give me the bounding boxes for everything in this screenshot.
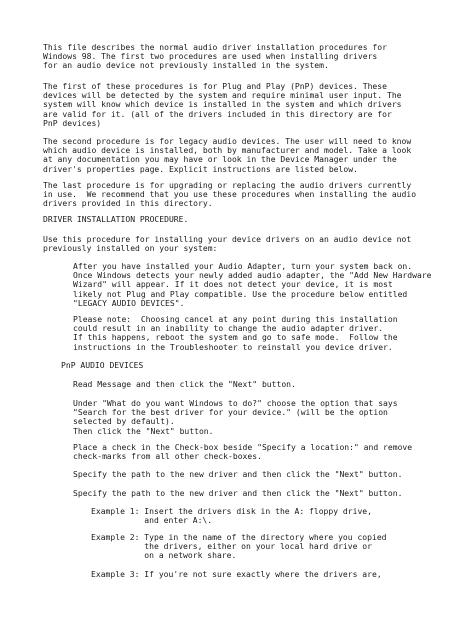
legacy-paragraph: The second procedure is for legacy audio devices. The user will need to know which audio device is installed, both by manufacturer and model. Take a look at any documentation you may have or look in the Device Manager under the driver's properties page. Explicit instructions are listed below. (43, 137, 412, 174)
after-install-paragraph: After you have installed your Audio Adapter, turn your system back on. Once Windows detects your newly added audio adapter, the "Add New Hardware Wizard" will appear. If it does not detect your device, it is most likely not Plug and Play compatible. Use the procedure below entitled "LEGACY AUDIO DEVICES". (73, 262, 432, 308)
example-3: Example 3: If you're not sure exactly where the drivers are, (91, 570, 382, 579)
intro-paragraph: This file describes the normal audio driver installation procedures for Windows 98. The first two procedures are used when installing drivers for an audio device not previously installed in the system. (43, 43, 387, 71)
please-note-paragraph: Please note: Choosing cancel at any point during this installation could result in an inability to change the audio adapter driver. If this happens, reboot the system and go to safe mode. Follow the instructions in the Troubleshooter to reinstall you device driver. (73, 315, 398, 352)
example-2: Example 2: Type in the name of the directory where you copied the drivers, either on your local hard drive or on a network share. (91, 533, 387, 561)
step-specify-path-1: Specify the path to the new driver and then click the "Next" button. (73, 470, 403, 479)
example-1: Example 1: Insert the drivers disk in the A: floppy drive, and enter A:\. (91, 507, 372, 526)
last-procedure-paragraph: The last procedure is for upgrading or replacing the audio drivers currently in use. We recommend that you use these procedures when installing the audio drivers provided in this directory. (43, 181, 417, 209)
step-check-box: Place a check in the Check-box beside "Specify a location:" and remove check-marks from all other check-boxes. (73, 443, 413, 462)
step-read-message: Read Message and then click the "Next" button. (73, 380, 296, 389)
step-search-option: Under "What do you want Windows to do?" choose the option that says "Search for the best driver for your device." (will be the option selected by default). Then click the "Next" button. (73, 399, 398, 436)
pnp-subheading: PnP AUDIO DEVICES (61, 361, 144, 370)
use-procedure-paragraph: Use this procedure for installing your device drivers on an audio device not previously installed on your system: (43, 235, 412, 254)
section-heading: DRIVER INSTALLATION PROCEDURE. (43, 215, 189, 224)
step-specify-path-2: Specify the path to the new driver and then click the "Next" button. (73, 489, 403, 498)
pnp-paragraph: The first of these procedures is for Plug and Play (PnP) devices. These devices will be detected by the system and require minimal user input. The system will know which device is installed in the system and which drivers are valid for it. (all of the drivers included in this directory are for PnP devices) (43, 82, 402, 128)
